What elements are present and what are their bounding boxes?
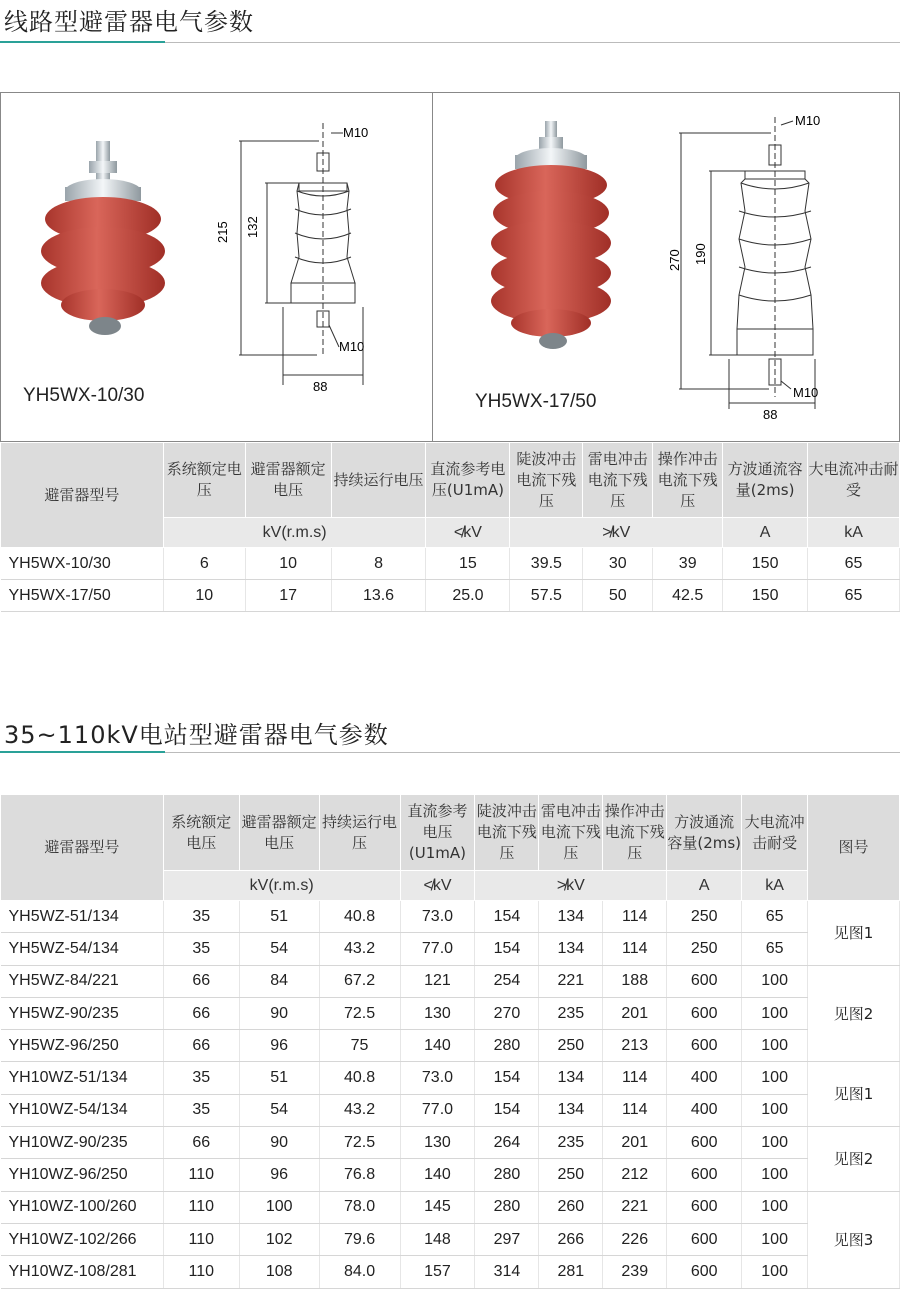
unit-kv-rms: kV(r.m.s): [163, 518, 426, 548]
value-cell: 65: [808, 548, 900, 580]
unit-ka: kA: [808, 518, 900, 548]
value-cell: 43.2: [319, 1094, 400, 1126]
value-cell: 600: [667, 1127, 742, 1159]
station-arrester-spec-table: [0, 794, 900, 1289]
value-cell: 39.5: [510, 548, 583, 580]
dim-total-2: 270: [667, 249, 682, 271]
header-continuous-voltage: 持续运行电压: [331, 443, 426, 518]
bolt-bottom-1: M10: [339, 339, 365, 354]
header2-model: 避雷器型号: [1, 795, 164, 901]
value-cell: 65: [742, 901, 808, 933]
value-cell: 201: [603, 1127, 667, 1159]
model-cell: YH10WZ-102/266: [1, 1223, 164, 1255]
unit-a: A: [723, 518, 808, 548]
value-cell: 51: [239, 901, 319, 933]
value-cell: 110: [163, 1159, 239, 1191]
value-cell: 600: [667, 1256, 742, 1288]
value-cell: 57.5: [510, 580, 583, 612]
value-cell: 66: [163, 997, 239, 1029]
value-cell: 66: [163, 1127, 239, 1159]
value-cell: 72.5: [319, 997, 400, 1029]
value-cell: 100: [742, 1223, 808, 1255]
value-cell: 30: [583, 548, 653, 580]
value-cell: 600: [667, 1223, 742, 1255]
value-cell: 100: [742, 1159, 808, 1191]
section1-title: 线路型避雷器电气参数: [4, 8, 254, 36]
model-cell: YH5WX-17/50: [1, 580, 164, 612]
section2-accent-bar: [0, 751, 165, 753]
value-cell: 235: [539, 1127, 603, 1159]
value-cell: 100: [239, 1191, 319, 1223]
table-row: [1, 1030, 900, 1062]
value-cell: 65: [742, 933, 808, 965]
value-cell: 110: [163, 1256, 239, 1288]
value-cell: 600: [667, 1159, 742, 1191]
value-cell: 266: [539, 1223, 603, 1255]
value-cell: 600: [667, 997, 742, 1029]
value-cell: 10: [163, 580, 245, 612]
value-cell: 250: [539, 1159, 603, 1191]
product-panel-1: [0, 92, 433, 442]
value-cell: 77.0: [400, 1094, 475, 1126]
value-cell: 235: [539, 997, 603, 1029]
value-cell: 270: [475, 997, 539, 1029]
model-cell: YH10WZ-51/134: [1, 1062, 164, 1094]
header2-rated-voltage: 避雷器额定电压: [239, 795, 319, 871]
unit-not-more-kv: ≯kV: [510, 518, 723, 548]
value-cell: 280: [475, 1159, 539, 1191]
value-cell: 108: [239, 1256, 319, 1288]
value-cell: 100: [742, 1062, 808, 1094]
value-cell: 67.2: [319, 965, 400, 997]
dim-width-2: 88: [763, 407, 778, 422]
header-model: 避雷器型号: [1, 443, 164, 548]
value-cell: 154: [475, 901, 539, 933]
value-cell: 134: [539, 1094, 603, 1126]
header-steep-wave-residual: 陡波冲击电流下残压: [510, 443, 583, 518]
table-row: [1, 548, 900, 580]
value-cell: 154: [475, 1062, 539, 1094]
value-cell: 100: [742, 1256, 808, 1288]
value-cell: 201: [603, 997, 667, 1029]
value-cell: 212: [603, 1159, 667, 1191]
unit2-not-more-kv: ≯kV: [475, 871, 667, 901]
figure-ref-cell: 见图3: [808, 1191, 900, 1288]
value-cell: 90: [239, 997, 319, 1029]
model-cell: YH5WZ-90/235: [1, 997, 164, 1029]
unit2-kv-rms: kV(r.m.s): [163, 871, 400, 901]
product-label-2: YH5WX-17/50: [475, 391, 597, 412]
header2-figure-number: 图号: [808, 795, 900, 901]
value-cell: 400: [667, 1094, 742, 1126]
value-cell: 114: [603, 901, 667, 933]
dim-width-1: 88: [313, 379, 328, 394]
value-cell: 96: [239, 1030, 319, 1062]
value-cell: 250: [539, 1030, 603, 1062]
header2-continuous-voltage: 持续运行电压: [319, 795, 400, 871]
value-cell: 226: [603, 1223, 667, 1255]
table-row: [1, 1223, 900, 1255]
value-cell: 264: [475, 1127, 539, 1159]
model-cell: YH5WZ-51/134: [1, 901, 164, 933]
value-cell: 400: [667, 1062, 742, 1094]
header-high-current-withstand: 大电流冲击耐受: [808, 443, 900, 518]
product-panel-2: [432, 92, 900, 442]
dim-total-1: 215: [215, 221, 230, 243]
value-cell: 84.0: [319, 1256, 400, 1288]
value-cell: 100: [742, 1127, 808, 1159]
value-cell: 100: [742, 1030, 808, 1062]
bolt-top-2: M10: [795, 113, 821, 128]
value-cell: 221: [603, 1191, 667, 1223]
header-switching-residual: 操作冲击电流下残压: [653, 443, 723, 518]
value-cell: 6: [163, 548, 245, 580]
value-cell: 188: [603, 965, 667, 997]
value-cell: 154: [475, 933, 539, 965]
value-cell: 600: [667, 1030, 742, 1062]
bolt-bottom-2: M10: [793, 385, 819, 400]
value-cell: 239: [603, 1256, 667, 1288]
figure-ref-cell: 见图2: [808, 1127, 900, 1192]
value-cell: 50: [583, 580, 653, 612]
value-cell: 260: [539, 1191, 603, 1223]
header-system-voltage: 系统额定电压: [163, 443, 245, 518]
header-lightning-residual: 雷电冲击电流下残压: [583, 443, 653, 518]
model-cell: YH10WZ-96/250: [1, 1159, 164, 1191]
value-cell: 73.0: [400, 901, 475, 933]
table-row: [1, 997, 900, 1029]
model-cell: YH5WZ-54/134: [1, 933, 164, 965]
value-cell: 600: [667, 965, 742, 997]
model-cell: YH5WX-10/30: [1, 548, 164, 580]
value-cell: 40.8: [319, 901, 400, 933]
value-cell: 254: [475, 965, 539, 997]
table-row: [1, 1191, 900, 1223]
value-cell: 66: [163, 1030, 239, 1062]
value-cell: 297: [475, 1223, 539, 1255]
table-row: [1, 1159, 900, 1191]
value-cell: 35: [163, 1062, 239, 1094]
header-square-wave-capacity: 方波通流容量(2ms): [723, 443, 808, 518]
model-cell: YH10WZ-54/134: [1, 1094, 164, 1126]
figure-ref-cell: 见图1: [808, 901, 900, 966]
value-cell: 110: [163, 1191, 239, 1223]
section2-title: 35~110kV电站型避雷器电气参数: [4, 721, 389, 749]
value-cell: 10: [245, 548, 331, 580]
value-cell: 54: [239, 1094, 319, 1126]
dimension-drawing-2: [433, 93, 899, 441]
figure-ref-cell: 见图2: [808, 965, 900, 1062]
value-cell: 114: [603, 1094, 667, 1126]
value-cell: 77.0: [400, 933, 475, 965]
unit2-ka: kA: [742, 871, 808, 901]
value-cell: 221: [539, 965, 603, 997]
value-cell: 314: [475, 1256, 539, 1288]
model-cell: YH10WZ-108/281: [1, 1256, 164, 1288]
table-row: [1, 580, 900, 612]
value-cell: 65: [808, 580, 900, 612]
value-cell: 600: [667, 1191, 742, 1223]
bolt-top-1: M10: [343, 125, 369, 140]
value-cell: 40.8: [319, 1062, 400, 1094]
table-row: [1, 1062, 900, 1094]
value-cell: 145: [400, 1191, 475, 1223]
value-cell: 54: [239, 933, 319, 965]
model-cell: YH5WZ-84/221: [1, 965, 164, 997]
value-cell: 250: [667, 933, 742, 965]
value-cell: 157: [400, 1256, 475, 1288]
line-arrester-spec-table: [0, 442, 900, 612]
value-cell: 90: [239, 1127, 319, 1159]
value-cell: 35: [163, 1094, 239, 1126]
value-cell: 73.0: [400, 1062, 475, 1094]
table-row: [1, 933, 900, 965]
dim-body-1: 132: [245, 216, 260, 238]
value-cell: 100: [742, 1094, 808, 1126]
value-cell: 76.8: [319, 1159, 400, 1191]
value-cell: 13.6: [331, 580, 426, 612]
value-cell: 148: [400, 1223, 475, 1255]
value-cell: 96: [239, 1159, 319, 1191]
value-cell: 280: [475, 1030, 539, 1062]
value-cell: 39: [653, 548, 723, 580]
model-cell: YH10WZ-100/260: [1, 1191, 164, 1223]
unit-not-less-kv: ≮kV: [426, 518, 510, 548]
header-rated-voltage: 避雷器额定电压: [245, 443, 331, 518]
value-cell: 134: [539, 1062, 603, 1094]
dim-body-2: 190: [693, 243, 708, 265]
value-cell: 66: [163, 965, 239, 997]
value-cell: 8: [331, 548, 426, 580]
value-cell: 134: [539, 901, 603, 933]
value-cell: 100: [742, 997, 808, 1029]
value-cell: 130: [400, 1127, 475, 1159]
header-dc-reference-voltage: 直流参考电压(U1mA): [426, 443, 510, 518]
value-cell: 84: [239, 965, 319, 997]
header2-switching-residual: 操作冲击电流下残压: [603, 795, 667, 871]
value-cell: 110: [163, 1223, 239, 1255]
header2-square-wave-capacity: 方波通流容量(2ms): [667, 795, 742, 871]
value-cell: 281: [539, 1256, 603, 1288]
value-cell: 150: [723, 580, 808, 612]
table-row: [1, 1127, 900, 1159]
value-cell: 51: [239, 1062, 319, 1094]
product-label-1: YH5WX-10/30: [23, 385, 145, 406]
value-cell: 213: [603, 1030, 667, 1062]
header2-high-current-withstand: 大电流冲击耐受: [742, 795, 808, 871]
value-cell: 75: [319, 1030, 400, 1062]
header2-steep-wave-residual: 陡波冲击电流下残压: [475, 795, 539, 871]
value-cell: 150: [723, 548, 808, 580]
value-cell: 100: [742, 965, 808, 997]
value-cell: 25.0: [426, 580, 510, 612]
value-cell: 114: [603, 933, 667, 965]
value-cell: 35: [163, 933, 239, 965]
unit2-a: A: [667, 871, 742, 901]
value-cell: 280: [475, 1191, 539, 1223]
table-row: [1, 1256, 900, 1288]
value-cell: 15: [426, 548, 510, 580]
value-cell: 140: [400, 1030, 475, 1062]
table-row: [1, 1094, 900, 1126]
value-cell: 100: [742, 1191, 808, 1223]
figure-ref-cell: 见图1: [808, 1062, 900, 1127]
header2-system-voltage: 系统额定电压: [163, 795, 239, 871]
table-row: [1, 965, 900, 997]
value-cell: 42.5: [653, 580, 723, 612]
value-cell: 121: [400, 965, 475, 997]
model-cell: YH5WZ-96/250: [1, 1030, 164, 1062]
header2-lightning-residual: 雷电冲击电流下残压: [539, 795, 603, 871]
model-cell: YH10WZ-90/235: [1, 1127, 164, 1159]
value-cell: 17: [245, 580, 331, 612]
value-cell: 250: [667, 901, 742, 933]
value-cell: 78.0: [319, 1191, 400, 1223]
header2-dc-reference-voltage: 直流参考电压(U1mA): [400, 795, 475, 871]
value-cell: 72.5: [319, 1127, 400, 1159]
value-cell: 154: [475, 1094, 539, 1126]
section1-accent-bar: [0, 41, 165, 43]
value-cell: 102: [239, 1223, 319, 1255]
table-row: [1, 901, 900, 933]
value-cell: 79.6: [319, 1223, 400, 1255]
value-cell: 140: [400, 1159, 475, 1191]
value-cell: 130: [400, 997, 475, 1029]
value-cell: 43.2: [319, 933, 400, 965]
value-cell: 35: [163, 901, 239, 933]
value-cell: 114: [603, 1062, 667, 1094]
value-cell: 134: [539, 933, 603, 965]
unit2-not-less-kv: ≮kV: [400, 871, 475, 901]
